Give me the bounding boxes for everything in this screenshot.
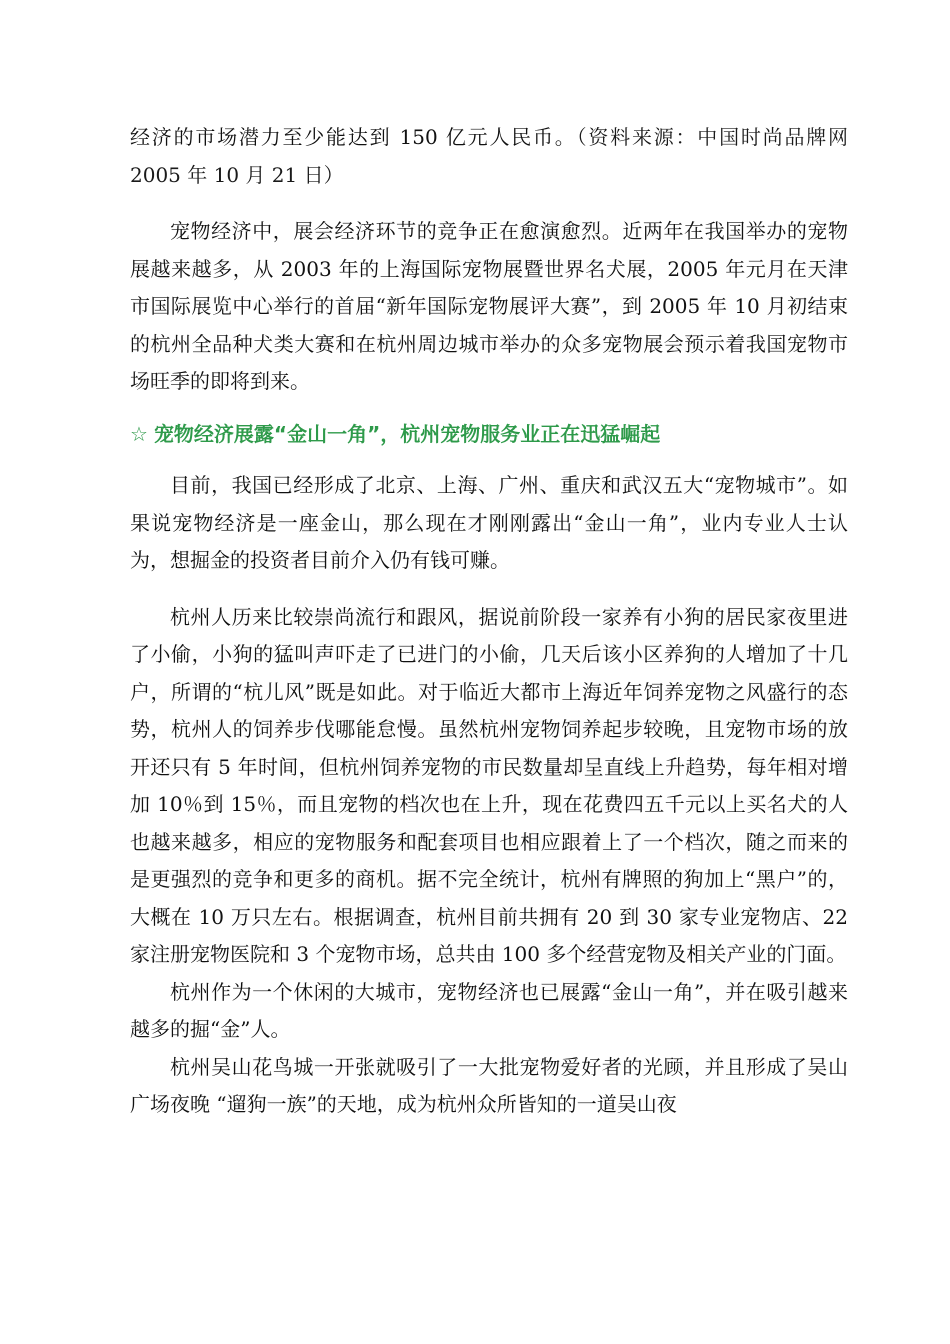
source-citation: （资料来源：中国时尚品牌网 2005 年 10 月 21 日） xyxy=(130,125,849,187)
paragraph-hangzhou-trend: 杭州人历来比较崇尚流行和跟风，据说前阶段一家养有小狗的居民家夜里进了小偷，小狗的猛叫声吓走了已进门的小偷，几天后该小区养狗的人增加了十几户，所谓的“杭儿风”既是如此。对于临近大都市上海近年饲养宠物之风盛行的态势，杭州人的饲养步伐哪能怠慢。虽然杭州宠物饲养起步较晚，且宠物市场的放开还只有 5 年时间，但杭州饲养宠物的市民数量却呈直线上升趋势，每年相对增加 10％到 15％，而且宠物的档次也在上升，现在花费四五千元以上买名犬的人也越来越多，相应的宠物服务和配套项目也相应跟着上了一个档次，随之而来的是更强烈的竞争和更多的商机。据不完全统计，杭州有牌照的狗加上“黑户”的，大概在 10 万只左右。根据调查，杭州目前共拥有 20 到 30 家专业宠物店、22 家注册宠物医院和 3 个宠物市场，总共由 100 多个经营宠物及相关产业的门面。 xyxy=(130,604,848,966)
paragraph-market-potential xyxy=(130,119,848,194)
paragraph-pet-exhibitions: 宠物经济中，展会经济环节的竞争正在愈演愈烈。近两年在我国举办的宠物展越来越多，从 2003 年的上海国际宠物展暨世界名犬展，2005 年元月在天津市国际展览中心举行的首届“新年国际宠物展评大赛”，到 2005 年 10 月初结束的杭州全品种犬类大赛和在杭州周边城市举办的众多宠物展会预示着我国宠物市场旺季的即将到来。 xyxy=(130,219,848,393)
document-page xyxy=(130,119,848,1124)
section-heading-text: 宠物经济展露“金山一角”，杭州宠物服务业正在迅猛崛起 xyxy=(153,421,661,446)
paragraph-hangzhou-gold: 杭州作为一个休闲的大城市，宠物经济也已展露“金山一角”，并在吸引越来越多的掘“金”人。 xyxy=(130,979,848,1041)
section-heading xyxy=(130,416,848,454)
paragraph-pet-cities: 目前，我国已经形成了北京、上海、广州、重庆和武汉五大“宠物城市”。如果说宠物经济是一座金山，那么现在才刚刚露出“金山一角”，业内专业人士认为，想掘金的投资者目前介入仍有钱可赚。 xyxy=(130,473,848,572)
paragraph-text: 经济的市场潜力至少能达到 150 亿元人民币。 xyxy=(130,125,577,149)
paragraph-wushan-market: 杭州吴山花鸟城一开张就吸引了一大批宠物爱好者的光顾，并且形成了吴山广场夜晚 “遛狗一族”的天地，成为杭州众所皆知的一道吴山夜 xyxy=(130,1054,848,1116)
star-icon: ☆ xyxy=(130,421,148,446)
